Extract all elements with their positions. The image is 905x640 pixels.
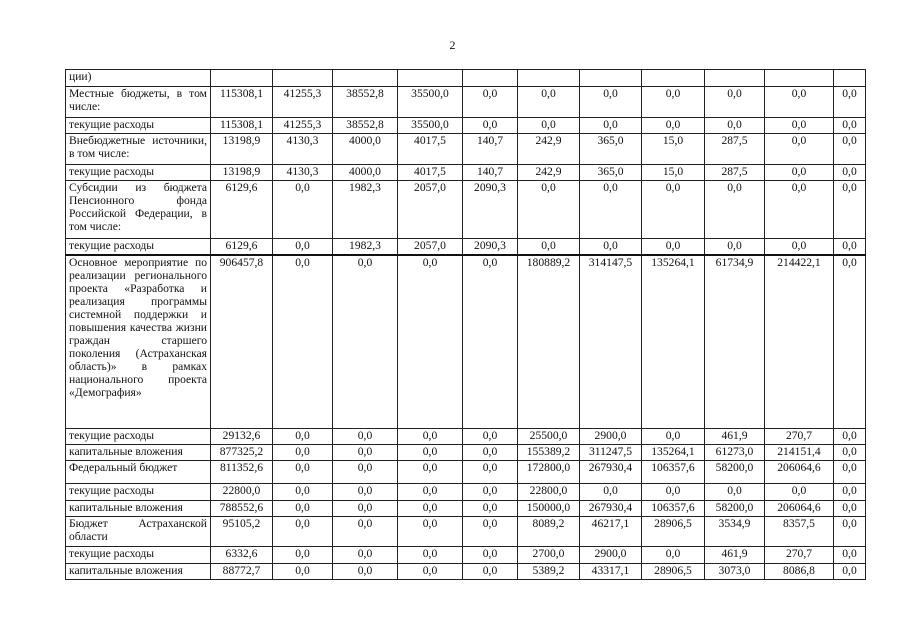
table-row	[66, 501, 866, 517]
row-label: текущие расходы	[66, 429, 211, 445]
table-cell: 287,5	[705, 165, 765, 181]
table-cell: 4017,5	[398, 134, 463, 165]
table-cell: 287,5	[705, 134, 765, 165]
table-cell: 15,0	[642, 165, 705, 181]
table-cell	[834, 70, 866, 87]
table-cell: 2090,3	[463, 239, 518, 255]
table-cell: 0,0	[463, 547, 518, 564]
table-cell	[580, 70, 642, 87]
row-label: текущие расходы	[66, 547, 211, 564]
table-cell: 0,0	[834, 501, 866, 517]
table-cell: 35500,0	[398, 118, 463, 134]
table-row	[66, 255, 866, 429]
table-cell: 0,0	[834, 239, 866, 255]
table-cell: 0,0	[463, 255, 518, 429]
table-cell: 0,0	[398, 429, 463, 445]
table-cell: 135264,1	[642, 445, 705, 461]
table-cell: 214151,4	[765, 445, 834, 461]
table-cell: 28906,5	[642, 564, 705, 580]
table-cell: 88772,7	[211, 564, 273, 580]
table-cell: 58200,0	[705, 461, 765, 484]
table-row	[66, 547, 866, 564]
row-label: ции)	[66, 70, 211, 87]
table-cell: 0,0	[834, 429, 866, 445]
table-row	[66, 517, 866, 547]
table-cell: 0,0	[398, 255, 463, 429]
table-cell: 206064,6	[765, 461, 834, 484]
page-number: 2	[449, 38, 456, 52]
table-cell: 0,0	[333, 564, 398, 580]
table-cell: 29132,6	[211, 429, 273, 445]
table-cell: 788552,6	[211, 501, 273, 517]
table-cell: 0,0	[765, 484, 834, 501]
table-cell: 0,0	[463, 118, 518, 134]
table-cell: 0,0	[642, 429, 705, 445]
table-cell: 58200,0	[705, 501, 765, 517]
table-row	[66, 239, 866, 255]
table-cell: 172800,0	[518, 461, 580, 484]
table-cell: 22800,0	[518, 484, 580, 501]
table-cell: 0,0	[463, 484, 518, 501]
table-cell: 0,0	[834, 461, 866, 484]
row-label: капитальные вложения	[66, 501, 211, 517]
table-cell: 0,0	[273, 517, 333, 547]
table-cell	[765, 70, 834, 87]
row-label: текущие расходы	[66, 484, 211, 501]
table-cell: 155389,2	[518, 445, 580, 461]
table-cell: 1982,3	[333, 181, 398, 239]
table-cell: 61734,9	[705, 255, 765, 429]
table-cell: 0,0	[518, 87, 580, 118]
table-cell	[273, 70, 333, 87]
table-cell: 6129,6	[211, 181, 273, 239]
table-cell: 6332,6	[211, 547, 273, 564]
table-cell: 0,0	[834, 564, 866, 580]
table-cell: 0,0	[273, 501, 333, 517]
table-cell: 13198,9	[211, 134, 273, 165]
table-cell: 2900,0	[580, 547, 642, 564]
table-cell: 270,7	[765, 429, 834, 445]
table-cell: 461,9	[705, 547, 765, 564]
table-row	[66, 118, 866, 134]
table-cell: 0,0	[705, 87, 765, 118]
table-cell: 25500,0	[518, 429, 580, 445]
table-cell: 0,0	[834, 134, 866, 165]
table-cell: 115308,1	[211, 118, 273, 134]
table-cell: 0,0	[463, 461, 518, 484]
table-row	[66, 564, 866, 580]
table-cell: 311247,5	[580, 445, 642, 461]
table-cell: 0,0	[518, 239, 580, 255]
row-label: текущие расходы	[66, 118, 211, 134]
table-cell: 0,0	[463, 87, 518, 118]
table-cell: 0,0	[642, 118, 705, 134]
table-cell: 0,0	[273, 547, 333, 564]
table-cell: 0,0	[834, 255, 866, 429]
table-cell: 906457,8	[211, 255, 273, 429]
table-cell: 0,0	[398, 547, 463, 564]
table-cell: 0,0	[398, 461, 463, 484]
table-cell: 0,0	[642, 484, 705, 501]
table-cell: 115308,1	[211, 87, 273, 118]
table-cell	[518, 70, 580, 87]
table-cell: 0,0	[765, 118, 834, 134]
table-cell: 0,0	[273, 445, 333, 461]
table-cell: 140,7	[463, 134, 518, 165]
table-cell: 0,0	[273, 255, 333, 429]
table-cell: 3073,0	[705, 564, 765, 580]
table-row	[66, 429, 866, 445]
table-cell: 0,0	[765, 181, 834, 239]
table-cell: 0,0	[642, 547, 705, 564]
table-cell: 0,0	[580, 181, 642, 239]
table-cell: 38552,8	[333, 118, 398, 134]
table-cell: 38552,8	[333, 87, 398, 118]
table-row	[66, 445, 866, 461]
table-row	[66, 70, 866, 87]
table-cell: 43317,1	[580, 564, 642, 580]
table-cell: 35500,0	[398, 87, 463, 118]
table-row	[66, 484, 866, 501]
table-cell: 461,9	[705, 429, 765, 445]
table-cell: 0,0	[463, 564, 518, 580]
table-cell: 0,0	[765, 165, 834, 181]
table-row	[66, 87, 866, 118]
table-cell	[333, 70, 398, 87]
table-cell	[463, 70, 518, 87]
table-cell: 106357,6	[642, 461, 705, 484]
table-cell: 2700,0	[518, 547, 580, 564]
row-label: Бюджет Астраханской области	[66, 517, 211, 547]
table-cell: 267930,4	[580, 501, 642, 517]
table-cell: 0,0	[642, 239, 705, 255]
table-cell: 0,0	[705, 181, 765, 239]
table-cell: 0,0	[398, 445, 463, 461]
table-cell: 811352,6	[211, 461, 273, 484]
table-cell: 0,0	[765, 134, 834, 165]
table-cell: 0,0	[463, 429, 518, 445]
table-cell: 150000,0	[518, 501, 580, 517]
budget-table	[65, 69, 866, 580]
table-cell: 0,0	[333, 461, 398, 484]
table-cell: 28906,5	[642, 517, 705, 547]
table-cell: 0,0	[834, 165, 866, 181]
row-label: Субсидии из бюджета Пенсионного фонда Российской Федерации, в том числе:	[66, 181, 211, 239]
table-cell: 0,0	[642, 87, 705, 118]
row-label: Местные бюджеты, в том числе:	[66, 87, 211, 118]
table-cell: 0,0	[834, 517, 866, 547]
table-cell: 0,0	[705, 239, 765, 255]
table-row	[66, 461, 866, 484]
table-cell: 106357,6	[642, 501, 705, 517]
table-cell: 0,0	[463, 501, 518, 517]
table-cell: 0,0	[273, 484, 333, 501]
table-cell: 365,0	[580, 165, 642, 181]
table-cell	[398, 70, 463, 87]
table-cell: 0,0	[463, 517, 518, 547]
table-cell: 0,0	[273, 461, 333, 484]
table-cell: 2900,0	[580, 429, 642, 445]
table-cell: 22800,0	[211, 484, 273, 501]
table-cell: 365,0	[580, 134, 642, 165]
table-cell: 41255,3	[273, 87, 333, 118]
table-row	[66, 134, 866, 165]
table-cell: 2057,0	[398, 181, 463, 239]
table-cell: 0,0	[273, 564, 333, 580]
table-cell: 8089,2	[518, 517, 580, 547]
table-cell: 95105,2	[211, 517, 273, 547]
row-label: Внебюджетные источники, в том числе:	[66, 134, 211, 165]
table-cell: 0,0	[398, 501, 463, 517]
table-cell: 0,0	[333, 547, 398, 564]
table-row	[66, 181, 866, 239]
table-cell: 242,9	[518, 134, 580, 165]
table-cell: 214422,1	[765, 255, 834, 429]
table-cell: 61273,0	[705, 445, 765, 461]
table-cell: 15,0	[642, 134, 705, 165]
table-cell: 0,0	[580, 87, 642, 118]
table-cell: 0,0	[333, 517, 398, 547]
table-cell: 0,0	[463, 445, 518, 461]
table-cell: 5389,2	[518, 564, 580, 580]
table-cell: 0,0	[333, 501, 398, 517]
table-cell: 0,0	[765, 239, 834, 255]
table-cell: 2090,3	[463, 181, 518, 239]
table-cell: 13198,9	[211, 165, 273, 181]
table-cell: 0,0	[398, 484, 463, 501]
table-cell: 8086,8	[765, 564, 834, 580]
table-cell: 135264,1	[642, 255, 705, 429]
table-cell: 0,0	[580, 484, 642, 501]
table-cell: 0,0	[273, 239, 333, 255]
table-cell	[211, 70, 273, 87]
row-label: Федеральный бюджет	[66, 461, 211, 484]
table-cell: 0,0	[518, 181, 580, 239]
table-cell: 0,0	[333, 429, 398, 445]
table-cell: 46217,1	[580, 517, 642, 547]
table-cell: 877325,2	[211, 445, 273, 461]
table-cell: 0,0	[333, 445, 398, 461]
table-cell: 6129,6	[211, 239, 273, 255]
table-cell: 3534,9	[705, 517, 765, 547]
table-cell: 0,0	[834, 484, 866, 501]
row-label: капитальные вложения	[66, 445, 211, 461]
table-cell: 4130,3	[273, 134, 333, 165]
table-cell: 140,7	[463, 165, 518, 181]
row-label: текущие расходы	[66, 239, 211, 255]
row-label: текущие расходы	[66, 165, 211, 181]
table-row	[66, 165, 866, 181]
table-cell: 8357,5	[765, 517, 834, 547]
row-label: Основное мероприятие по реализации регионального проекта «Разработка и реализация программы системной поддержки и повышения качества жизни граждан старшего поколения (Астраханская область)» в рамках национального проекта «Демография»	[66, 255, 211, 429]
table-cell: 4017,5	[398, 165, 463, 181]
table-cell: 0,0	[765, 87, 834, 118]
table-cell: 0,0	[273, 181, 333, 239]
row-label: капитальные вложения	[66, 564, 211, 580]
table-cell	[705, 70, 765, 87]
table-cell: 41255,3	[273, 118, 333, 134]
table-cell: 206064,6	[765, 501, 834, 517]
table-cell: 0,0	[834, 445, 866, 461]
table-cell: 0,0	[333, 255, 398, 429]
table-cell: 0,0	[705, 118, 765, 134]
table-cell: 270,7	[765, 547, 834, 564]
table-cell: 1982,3	[333, 239, 398, 255]
table-cell: 4000,0	[333, 134, 398, 165]
table-cell: 0,0	[398, 564, 463, 580]
table-cell: 0,0	[333, 484, 398, 501]
table-cell	[642, 70, 705, 87]
table-cell: 0,0	[834, 181, 866, 239]
table-cell: 0,0	[518, 118, 580, 134]
table-cell: 242,9	[518, 165, 580, 181]
table-cell: 2057,0	[398, 239, 463, 255]
table-cell: 0,0	[398, 517, 463, 547]
table-cell: 0,0	[580, 118, 642, 134]
table-cell: 267930,4	[580, 461, 642, 484]
table-cell: 180889,2	[518, 255, 580, 429]
table-cell: 0,0	[273, 429, 333, 445]
table-cell: 4130,3	[273, 165, 333, 181]
table-cell: 0,0	[834, 547, 866, 564]
table-cell: 0,0	[642, 181, 705, 239]
table-cell: 0,0	[834, 87, 866, 118]
table-cell: 0,0	[580, 239, 642, 255]
table-cell: 0,0	[834, 118, 866, 134]
table-cell: 314147,5	[580, 255, 642, 429]
table-cell: 0,0	[705, 484, 765, 501]
table-cell: 4000,0	[333, 165, 398, 181]
